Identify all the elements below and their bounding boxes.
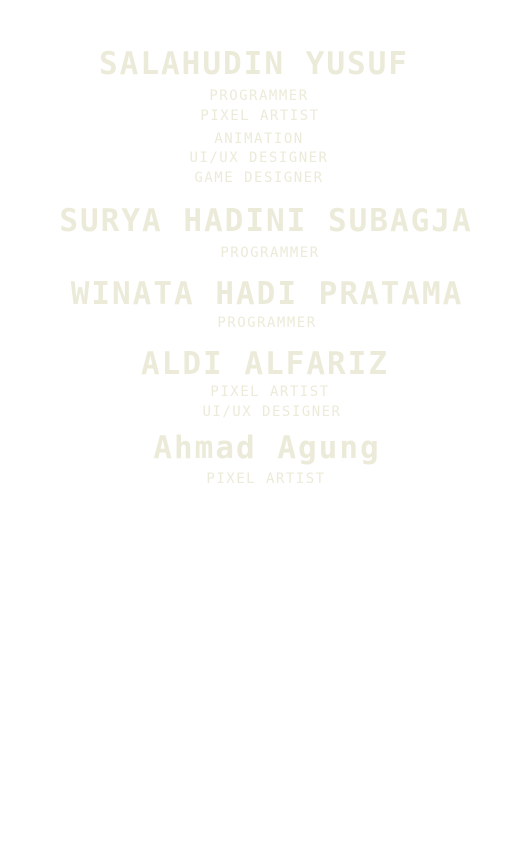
credit-role: PROGRAMMER <box>217 315 317 331</box>
credit-role: GAME DESIGNER <box>194 170 324 186</box>
credit-role: PIXEL ARTIST <box>206 471 326 487</box>
credit-role: UI/UX DESIGNER <box>189 150 329 166</box>
credit-role: ANIMATION <box>214 131 304 147</box>
credit-name-winata-hadi-pratama: WINATA HADI PRATAMA <box>70 276 464 312</box>
credit-name-ahmad-agung: Ahmad Agung <box>153 430 381 466</box>
credit-role: UI/UX DESIGNER <box>202 404 342 420</box>
credit-name-aldi-alfariz: ALDI ALFARIZ <box>141 346 389 382</box>
credit-name-salahudin-yusuf: SALAHUDIN YUSUF <box>99 46 409 82</box>
credit-name-surya-hadini-subagja: SURYA HADINI SUBAGJA <box>59 203 473 239</box>
credit-role: PROGRAMMER <box>209 88 309 104</box>
credit-role: PIXEL ARTIST <box>200 108 320 124</box>
credit-role: PIXEL ARTIST <box>210 384 330 400</box>
credit-role: PROGRAMMER <box>220 245 320 261</box>
